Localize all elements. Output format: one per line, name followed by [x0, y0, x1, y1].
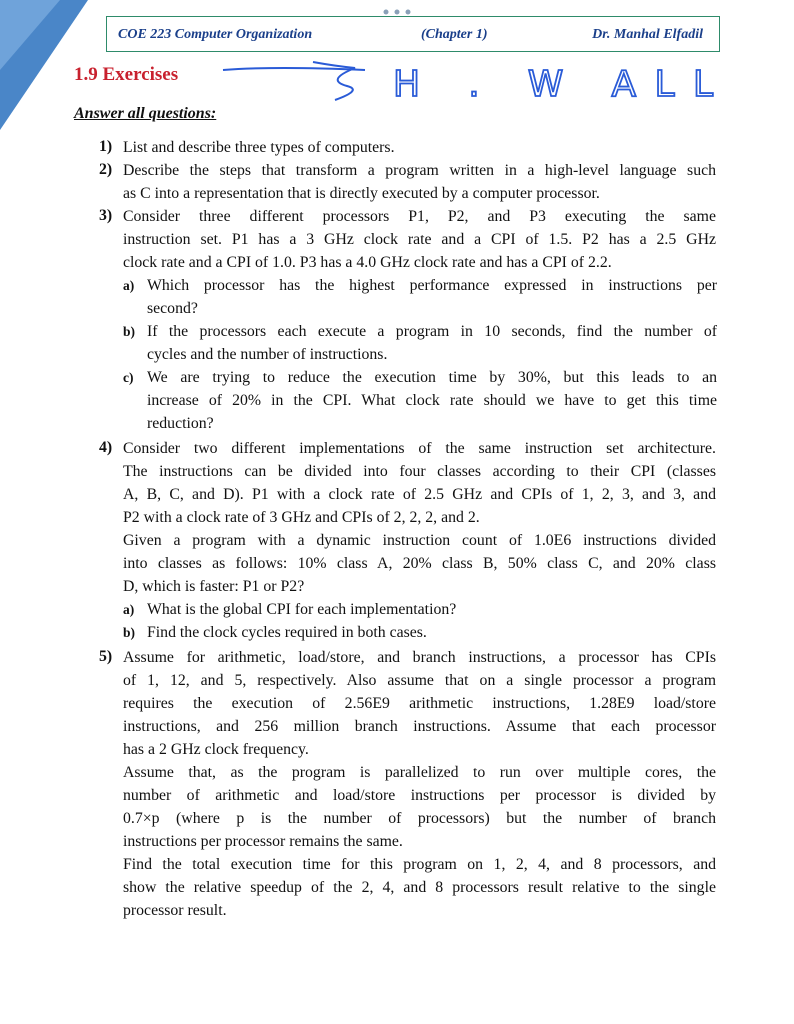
- question-line: instructions per processor remains the same.: [123, 833, 403, 850]
- question-line: D, which is faster: P1 or P2?: [123, 578, 305, 595]
- chapter-label: (Chapter 1): [421, 27, 488, 42]
- part-label: b): [123, 625, 136, 640]
- part-line: What is the global CPI for each implementation?: [147, 601, 457, 618]
- handwritten-text: H . W ALL: [393, 64, 713, 105]
- part-line: We are trying to reduce the execution time by 30%, but this leads to an: [147, 369, 717, 386]
- course-title: COE 223 Computer Organization: [118, 27, 313, 42]
- part-line: increase of 20% in the CPI. What clock rate should we have to get this time: [147, 392, 717, 409]
- question-number: 1): [99, 138, 113, 155]
- question-number: 5): [99, 648, 113, 665]
- question-line: of 1, 12, and 5, respectively. Also assume that on a single processor a program: [123, 672, 716, 689]
- question-line: List and describe three types of computers.: [123, 139, 395, 156]
- part-line: Find the clock cycles required in both cases.: [147, 624, 427, 641]
- part-label: a): [123, 278, 135, 293]
- question-line: instructions, and 256 million branch instructions. Assume that each processor: [123, 718, 716, 735]
- question-number: 4): [99, 439, 113, 456]
- question-line: A, B, C, and D). P1 with a clock rate of 2.5 GHz and CPIs of 1, 2, 3, and 3, and: [123, 486, 716, 503]
- question-line: Consider two different implementations of the same instruction set architecture.: [123, 440, 716, 457]
- question-line: Given a program with a dynamic instruction count of 1.0E6 instructions divided: [123, 532, 716, 549]
- question-line: Describe the steps that transform a program written in a high-level language such: [123, 162, 716, 179]
- question-line: instruction set. P1 has a 3 GHz clock rate and a CPI of 1.5. P2 has a 2.5 GHz: [123, 231, 716, 248]
- question-line: clock rate and a CPI of 1.0. P3 has a 4.0 GHz clock rate and has a CPI of 2.2.: [123, 254, 612, 271]
- part-line: reduction?: [147, 415, 214, 432]
- question-line: Assume that, as the program is parallelized to run over multiple cores, the: [123, 764, 716, 781]
- instructions-heading: Answer all questions:: [74, 105, 217, 122]
- part-line: Which processor has the highest performance expressed in instructions per: [147, 277, 717, 294]
- section-title: 1.9 Exercises: [74, 64, 179, 85]
- question-number: 2): [99, 161, 113, 178]
- question-line: Consider three different processors P1, P2, and P3 executing the same: [123, 208, 716, 225]
- question-line: as C into a representation that is directly executed by a computer processor.: [123, 185, 600, 202]
- question-line: requires the execution of 2.56E9 arithmetic instructions, 1.28E9 load/store: [123, 695, 716, 712]
- question-line: into classes as follows: 10% class A, 20% class B, 50% class C, and 20% class: [123, 555, 716, 572]
- question-line: P2 with a clock rate of 3 GHz and CPIs of 2, 2, 2, and 2.: [123, 509, 480, 526]
- question-line: number of arithmetic and load/store instructions per processor is divided by: [123, 787, 716, 804]
- question-line: The instructions can be divided into four classes according to their CPI (classes: [123, 463, 716, 480]
- part-label: a): [123, 602, 135, 617]
- question-line: Find the total execution time for this program on 1, 2, 4, and 8 processors, and: [123, 856, 716, 873]
- part-label: c): [123, 370, 134, 385]
- part-line: If the processors each execute a program in 10 seconds, find the number of: [147, 323, 717, 340]
- question-line: has a 2 GHz clock frequency.: [123, 741, 309, 758]
- instructor-name: Dr. Manhal Elfadil: [592, 27, 703, 42]
- question-line: processor result.: [123, 902, 227, 919]
- question-line: 0.7×p (where p is the number of processors) but the number of branch: [123, 810, 716, 827]
- question-line: Assume for arithmetic, load/store, and branch instructions, a processor has CPIs: [123, 649, 716, 666]
- question-number: 3): [99, 207, 113, 224]
- question-line: show the relative speedup of the 2, 4, and 8 processors result relative to the single: [123, 879, 716, 896]
- part-line: second?: [147, 300, 198, 317]
- part-line: cycles and the number of instructions.: [147, 346, 388, 363]
- part-label: b): [123, 324, 136, 339]
